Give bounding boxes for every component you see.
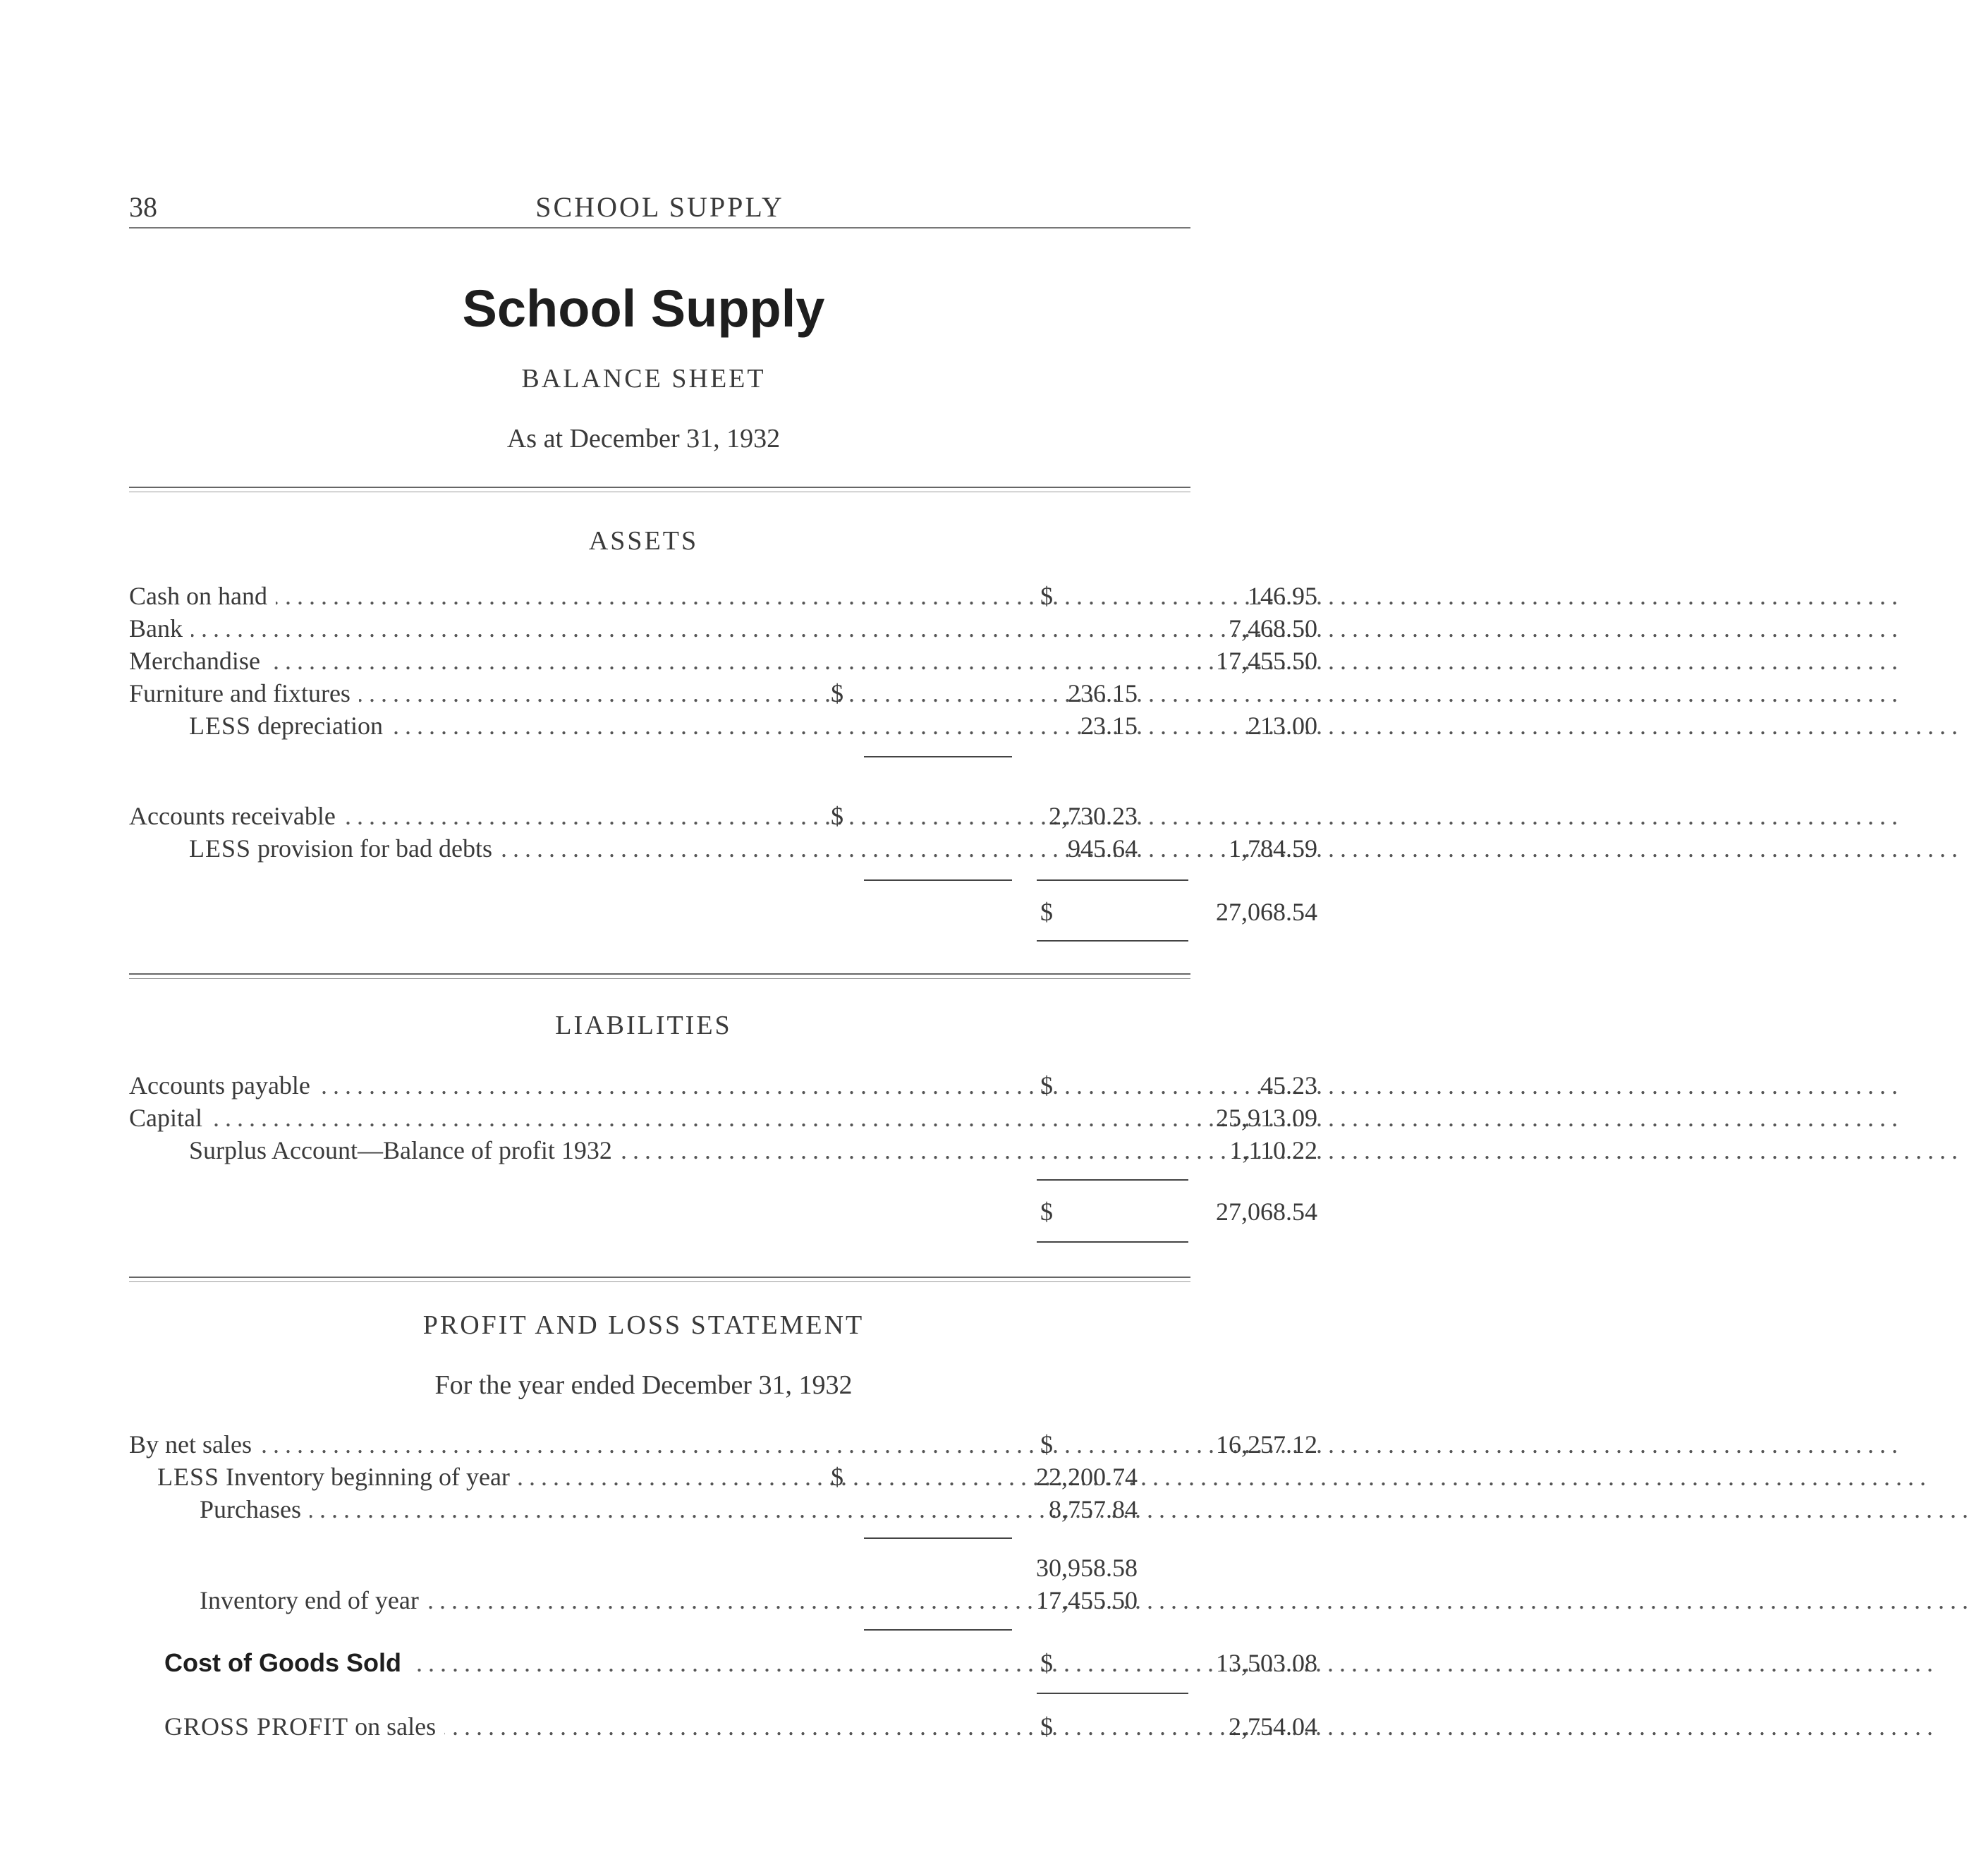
row-amount: 17,455.50 <box>1216 647 1317 675</box>
row-label: Accounts receivable <box>129 802 344 830</box>
row-label: Bank <box>129 614 191 642</box>
ledger-row-purchases <box>129 1493 1190 1525</box>
ledger-row-merchandise <box>129 645 1317 677</box>
row-label: Surplus Account—Balance of profit 1932 <box>189 1136 621 1164</box>
row-label: Furniture and fixtures <box>129 679 359 707</box>
subtotal-underline <box>864 756 1012 757</box>
section-divider <box>129 487 1190 492</box>
row-label: provision for bad debts <box>257 834 492 863</box>
ledger-row-surplus <box>129 1134 1317 1167</box>
row-amount: 23.15 <box>1080 712 1138 740</box>
profit-loss-heading: PROFIT AND LOSS STATEMENT <box>422 1310 865 1340</box>
total-underline <box>1037 1241 1188 1243</box>
less-prefix: LESS <box>189 834 252 863</box>
row-amount: 16,257.12 <box>1216 1430 1317 1458</box>
ledger-row-inventory-end <box>129 1584 1190 1616</box>
row-amount: 2,754.04 <box>1229 1712 1317 1741</box>
currency-sign: $ <box>831 802 843 830</box>
currency-sign: $ <box>1040 1198 1053 1226</box>
row-amount: 146.95 <box>1248 582 1317 610</box>
ledger-row-bank <box>129 612 1317 645</box>
row-amount: 1,110.22 <box>1229 1136 1317 1164</box>
currency-sign: $ <box>1040 898 1053 926</box>
row-amount: 8,757.84 <box>1049 1495 1138 1523</box>
less-prefix: LESS <box>157 1463 220 1491</box>
ledger-row-bad-debts <box>129 832 1317 865</box>
row-amount: 30,958.58 <box>1036 1554 1138 1582</box>
profit-loss-period: For the year ended December 31, 1932 <box>434 1370 853 1400</box>
page-number: 38 <box>129 191 157 223</box>
currency-sign: $ <box>831 1463 843 1491</box>
row-label: By net sales <box>129 1430 260 1458</box>
ledger-row-payable <box>129 1069 1317 1102</box>
currency-sign: $ <box>1040 1712 1053 1741</box>
row-amount: 25,913.09 <box>1216 1104 1317 1132</box>
row-label: on sales <box>355 1712 437 1741</box>
running-title: SCHOOL SUPPLY <box>535 191 784 223</box>
subtotal-underline <box>864 879 1012 881</box>
row-amount: 236.15 <box>1068 679 1138 707</box>
balance-sheet-date: As at December 31, 1932 <box>506 424 781 453</box>
ledger-row-sales <box>129 1428 1317 1461</box>
ledger-row-furniture <box>129 677 1190 709</box>
row-amount: 7,468.50 <box>1229 614 1317 642</box>
row-net-amount: 213.00 <box>1248 712 1317 740</box>
assets-total: 27,068.54 <box>1216 898 1317 926</box>
row-amount: 2,730.23 <box>1049 802 1138 830</box>
currency-sign: $ <box>1040 582 1053 610</box>
row-label: Merchandise <box>129 647 269 675</box>
row-label: Purchases <box>200 1495 310 1523</box>
row-amount: 945.64 <box>1068 834 1138 863</box>
row-label: Accounts payable <box>129 1071 319 1100</box>
section-divider <box>129 973 1190 979</box>
running-header <box>129 190 1190 229</box>
document-title: School Supply <box>462 279 825 338</box>
total-underline <box>1037 940 1188 942</box>
subtotal-underline <box>864 1629 1012 1631</box>
liabilities-total-row <box>129 1195 1317 1228</box>
ledger-row-subtotal <box>129 1552 1190 1584</box>
total-underline <box>1037 1693 1188 1694</box>
currency-sign: $ <box>831 679 843 707</box>
ledger-row-gross-profit <box>129 1710 1317 1743</box>
currency-sign: $ <box>1040 1430 1053 1458</box>
balance-sheet-subtitle: BALANCE SHEET <box>521 364 766 394</box>
row-label: depreciation <box>257 712 383 740</box>
row-label: Inventory end of year <box>200 1586 427 1614</box>
assets-total-row <box>129 896 1317 928</box>
ledger-row-cogs <box>129 1647 1317 1679</box>
ledger-row-cash <box>129 580 1317 612</box>
subtotal-underline <box>1037 1179 1188 1181</box>
currency-sign: $ <box>1040 1071 1053 1100</box>
ledger-row-inventory-begin <box>129 1461 1190 1493</box>
row-label: Capital <box>129 1104 211 1132</box>
subtotal-underline <box>864 1537 1012 1539</box>
liabilities-total: 27,068.54 <box>1216 1198 1317 1226</box>
row-net-amount: 1,784.59 <box>1229 834 1317 863</box>
currency-sign: $ <box>1040 1649 1053 1677</box>
row-amount: 17,455.50 <box>1036 1586 1138 1614</box>
assets-heading: ASSETS <box>588 526 699 556</box>
row-label: Inventory beginning of year <box>226 1463 510 1491</box>
row-amount: 13,503.08 <box>1216 1649 1317 1677</box>
gross-profit-prefix: GROSS PROFIT <box>164 1712 349 1741</box>
ledger-row-depreciation <box>129 709 1317 742</box>
ledger-row-capital <box>129 1102 1317 1134</box>
cogs-label: Cost of Goods Sold <box>164 1648 410 1677</box>
row-amount: 22,200.74 <box>1036 1463 1138 1491</box>
subtotal-underline <box>1037 879 1188 881</box>
less-prefix: LESS <box>189 712 252 740</box>
row-amount: 45.23 <box>1260 1071 1317 1100</box>
section-divider <box>129 1277 1190 1282</box>
liabilities-heading: LIABILITIES <box>555 1011 732 1040</box>
row-label: Cash on hand <box>129 582 276 610</box>
ledger-row-receivable <box>129 800 1190 832</box>
